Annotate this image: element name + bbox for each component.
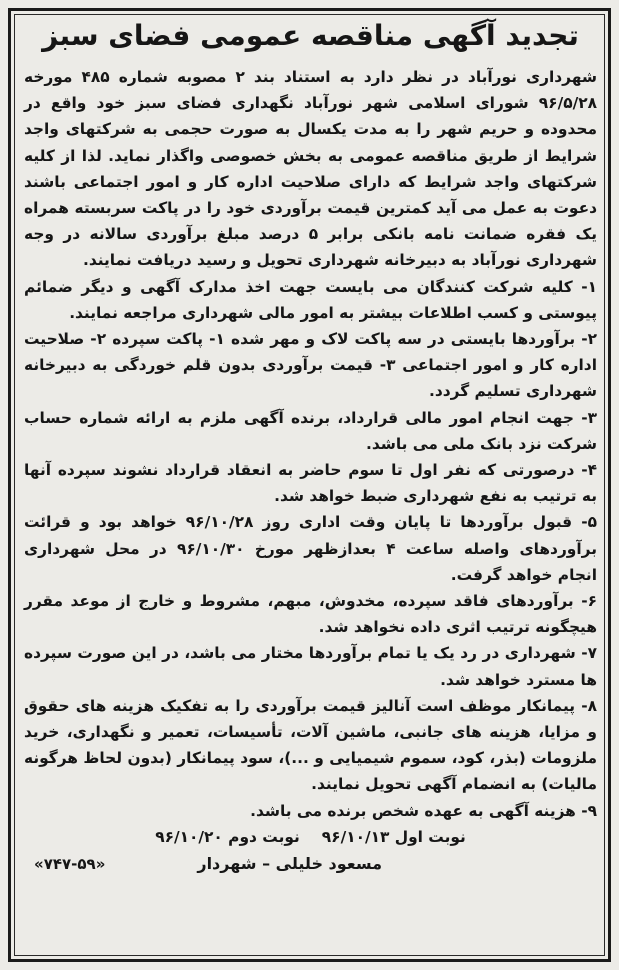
mayor-signature: مسعود خلیلی – شهردار bbox=[197, 853, 382, 873]
first-publication-date: نوبت اول ۹۶/۱۰/۱۳ bbox=[321, 827, 466, 846]
condition-item-9: ۹- هزینه آگهی به عهده شخص برنده می باشد. bbox=[250, 801, 597, 820]
condition-item-2: ۲- برآوردها بایستی در سه پاکت لاک و مهر شده ۱- پاکت سپرده ۲- صلاحیت اداره کار و امور اجتماعی ۳- قیمت برآوردی بدون قلم خوردگی به دبیرخانه شهرداری تسلیم گردد. bbox=[24, 330, 597, 401]
condition-item-8: ۸- پیمانکار موظف است آنالیز قیمت برآوردی را به تفکیک هزینه های حقوق و مزایا، هزینه های جانبی، ماشین آلات، تأسیسات، تعمیر و نگهداری، خرید ملزومات (بذر، کود، سموم شیمیایی و ...)، سود پیمانکار (بدون لحاظ هرگونه مالیات) به انضمام آگهی تحویل نمایند. bbox=[24, 696, 597, 794]
footer bbox=[24, 850, 597, 878]
ad-code: «۷۴۷-۵۹» bbox=[34, 854, 106, 873]
condition-item-5: ۵- قبول برآوردها تا پایان وقت اداری روز ۹۶/۱۰/۲۸ خواهد بود و قرائت برآوردهای واصله ساعت ۴ بعدازظهر مورخ ۹۶/۱۰/۳۰ در محل شهرداری انجام خواهد گرفت. bbox=[24, 513, 598, 584]
condition-item-7: ۷- شهرداری در رد یک یا تمام برآوردها مختار می باشد، در این صورت سپرده ها مسترد خواهد شد. bbox=[24, 644, 597, 689]
condition-item-3: ۳- جهت انجام امور مالی قرارداد، برنده آگهی ملزم به ارائه شماره حساب شرکت نزد بانک ملی می باشد. bbox=[24, 408, 597, 453]
intro-paragraph: شهرداری نورآباد در نظر دارد به استناد بند ۲ مصوبه شماره ۴۸۵ مورخه ۹۶/۵/۲۸ شورای اسلامی شهر نورآباد نگهداری فضای سبز خود واقع در محدوده و حریم شهر را به مدت یکسال به صورت حجمی به شرکتهای واجد شرایط از طریق مناقصه عمومی به بخش خصوصی واگذار نماید. لذا از کلیه شرکتهای واجد شرایط که دارای صلاحیت اداره کار و امور اجتماعی باشند دعوت به عمل می آید کمترین قیمت برآوردی خود را در پاکت سربسته همراه یک فقره ضمانت نامه بانکی برابر ۵ درصد مبلغ برآوردی سالانه در وجه شهرداری نورآباد به دبیرخانه شهرداری تحویل و رسید دریافت نمایند. bbox=[24, 68, 597, 270]
condition-item-1: ۱- کلیه شرکت کنندگان می بایست جهت اخذ مدارک آگهی و دیگر ضمائم پیوستی و کسب اطلاعات بیشتر به امور مالی شهرداری مراجعه نمایند. bbox=[24, 277, 597, 322]
announcement-title: تجدید آگهی مناقصه عمومی فضای سبز bbox=[42, 19, 579, 52]
condition-item-4: ۴- درصورتی که نفر اول تا سوم حاضر به انعقاد قرارداد نشوند سپرده آنها به ترتیب به نفع شهرداری ضبط خواهد شد. bbox=[24, 461, 597, 506]
condition-item-6: ۶- برآوردهای فاقد سپرده، مخدوش، مبهم، مشروط و خارج از موعد مقرر هیچگونه ترتیب اثری داده نخواهد شد. bbox=[24, 592, 597, 637]
second-publication-date: نوبت دوم ۹۶/۱۰/۲۰ bbox=[155, 827, 300, 846]
announcement-body bbox=[24, 16, 597, 878]
publication-dates bbox=[24, 824, 597, 850]
